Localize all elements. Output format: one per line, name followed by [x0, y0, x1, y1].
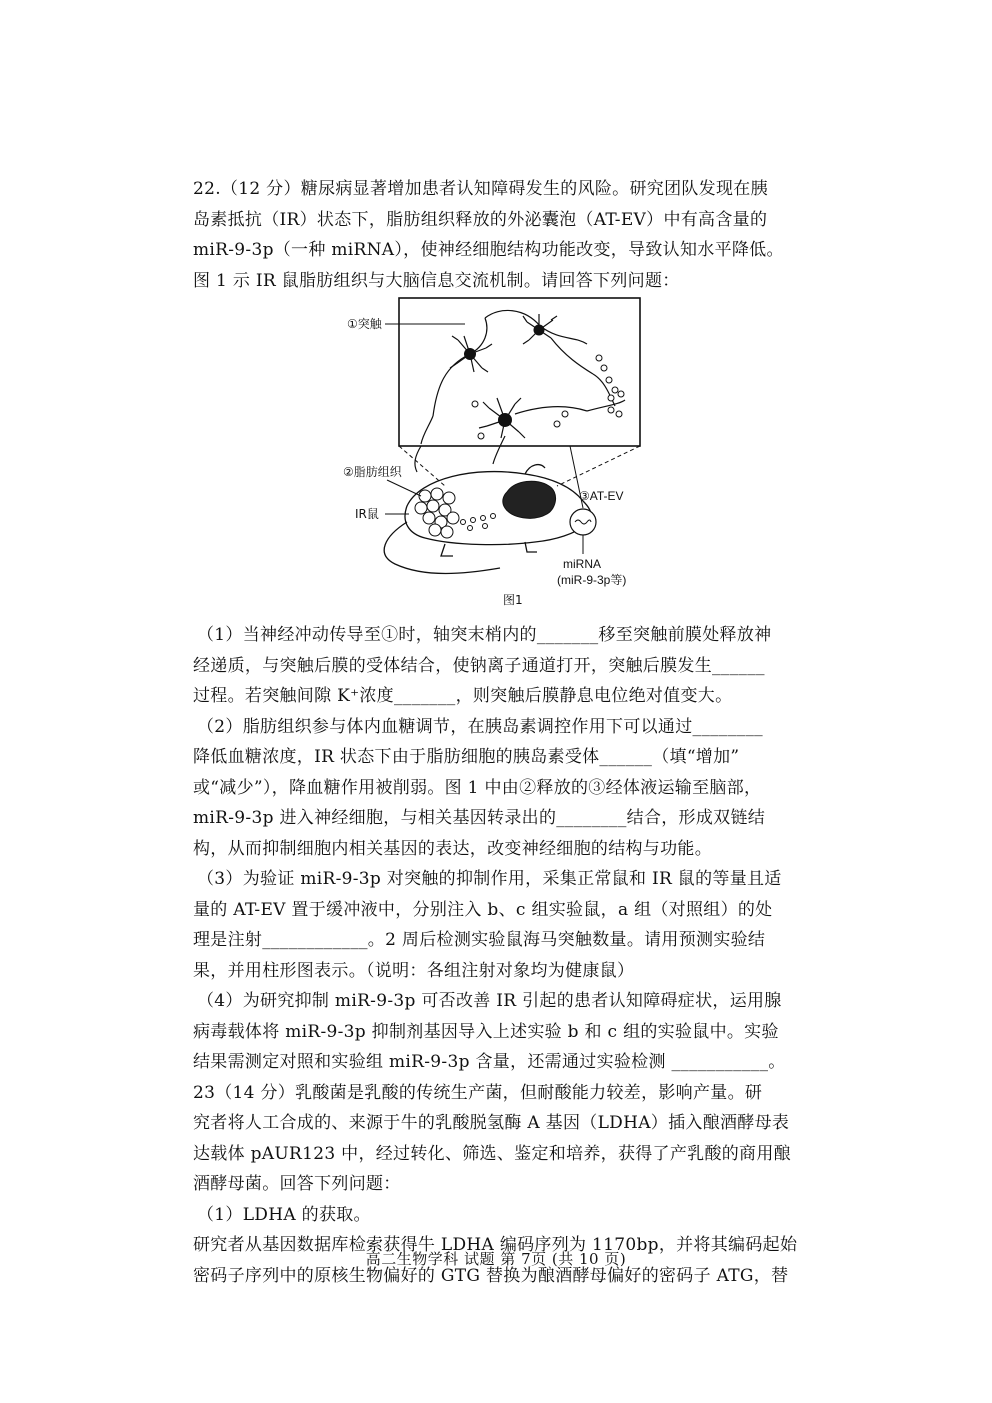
q23-line: 23（14 分）乳酸菌是乳酸的传统生产菌，但耐酸能力较差，影响产量。研: [193, 1082, 763, 1103]
neuron-top-right-body: [534, 325, 545, 336]
q22-body-line: 构，从而抑制细胞内相关基因的表达，改变神经细胞的结构与功能。: [193, 838, 712, 859]
q22-body-line: （2）脂肪组织参与体内血糖调节，在胰岛素调控作用下可以通过________: [197, 716, 763, 737]
q22-body-line: 经递质，与突触后膜的受体结合，使钠离子通道打开，突触后膜发生______: [193, 655, 765, 676]
figure-1-diagram: [325, 296, 665, 608]
q22-body-line: 或“减少”），降血糖作用被削弱。图 1 中由②释放的③经体液运输至脑部，: [193, 777, 762, 798]
mouse-label: IR鼠: [355, 507, 379, 521]
neuron-center-body: [498, 413, 512, 427]
q22-intro-line: 图 1 示 IR 鼠脂肪组织与大脑信息交流机制。请回答下列问题：: [193, 270, 680, 291]
q22-intro-line: miR-9-3p（一种 miRNA），使神经细胞结构功能改变，导致认知水平降低。: [193, 240, 784, 260]
atev-label: ③AT-EV: [579, 489, 624, 503]
q22-body-line: （3）为验证 miR-9-3p 对突触的抑制作用，采集正常鼠和 IR 鼠的等量且适: [197, 869, 782, 889]
q23-line: 达载体 pAUR123 中，经过转化、筛选、鉴定和培养，获得了产乳酸的商用酿: [193, 1143, 791, 1164]
adipose-label: ②脂肪组织: [343, 465, 402, 479]
adipose-cells: [415, 488, 459, 538]
mouse-outline: [384, 465, 591, 574]
mirna-sub-label: (miR-9-3p等): [557, 573, 627, 587]
q22-body-line: 量的 AT-EV 置于缓冲液中，分别注入 b、c 组实验鼠，a 组（对照组）的处: [193, 899, 773, 920]
q22-body-line: 过程。若突触间隙 K⁺浓度_______，则突触后膜静息电位绝对值变大。: [193, 686, 733, 706]
q22-body-line: （1）当神经冲动传导至①时，轴突末梢内的_______移至突触前膜处释放神: [197, 625, 772, 645]
adipose-pointer: [387, 480, 421, 496]
brain-icon: [503, 481, 556, 518]
q22-body-line: 降低血糖浓度，IR 状态下由于脂肪细胞的胰岛素受体______（填“增加”: [193, 747, 740, 767]
page-footer: 高二生物学科 试题 第 7页 (共 10 页): [365, 1250, 627, 1268]
q22-body-line: 结果需测定对照和实验组 miR-9-3p 含量，还需通过实验检测 ___________。: [193, 1052, 786, 1072]
q22-body-line: 果，并用柱形图表示。（说明：各组注射对象均为健康鼠）: [193, 960, 635, 981]
question-22-intro: [193, 174, 805, 296]
q22-intro-line: 岛素抵抗（IR）状态下，脂肪组织释放的外泌囊泡（AT-EV）中有高含量的: [193, 209, 768, 230]
mirna-label: miRNA: [563, 557, 601, 571]
q23-line: 密码子序列中的原核生物偏好的 GTG 替换为酿酒酵母偏好的密码子 ATG，替: [193, 1265, 789, 1286]
q22-body-line: 理是注射____________。2 周后检测实验鼠海马突触数量。请用预测实验结: [193, 930, 766, 950]
q22-body-line: 病毒载体将 miR-9-3p 抑制剂基因导入上述实验 b 和 c 组的实验鼠中。实验: [193, 1021, 779, 1042]
brain-inset-frame: [399, 298, 640, 446]
q23-line: （1）LDHA 的获取。: [197, 1204, 371, 1225]
q23-line: 研究者从基因数据库检索获得牛 LDHA 编码序列为 1170bp，并将其编码起始: [193, 1235, 798, 1255]
ev-vesicles-brain: [472, 355, 624, 439]
neuron-left: [415, 310, 587, 472]
q23-line: 究者将人工合成的、来源于牛的乳酸脱氢酶 A 基因（LDHA）插入酿酒酵母表: [193, 1113, 790, 1133]
zoom-line-left: [399, 446, 445, 486]
neuron-center: [479, 398, 625, 464]
synapse-label: ①突触: [347, 317, 382, 331]
q22-intro-line: 22.（12 分）糖尿病显著增加患者认知障碍发生的风险。研究团队发现在胰: [193, 179, 768, 199]
q23-line: 酒酵母菌。回答下列问题：: [193, 1174, 401, 1194]
figure-caption: 图1: [503, 593, 523, 607]
ev-vesicles-blood: [461, 514, 496, 531]
neuron-left-body: [464, 348, 476, 360]
question-22-body: [193, 620, 805, 1291]
figure-1: [325, 296, 665, 608]
zoom-line-right: [557, 446, 640, 486]
q22-body-line: miR-9-3p 进入神经细胞，与相关基因转录出的________结合，形成双链结: [193, 808, 766, 828]
q22-body-line: （4）为研究抑制 miR-9-3p 可否改善 IR 引起的患者认知障碍症状，运用腺: [197, 991, 782, 1011]
atev-vesicle-icon: [570, 509, 596, 535]
